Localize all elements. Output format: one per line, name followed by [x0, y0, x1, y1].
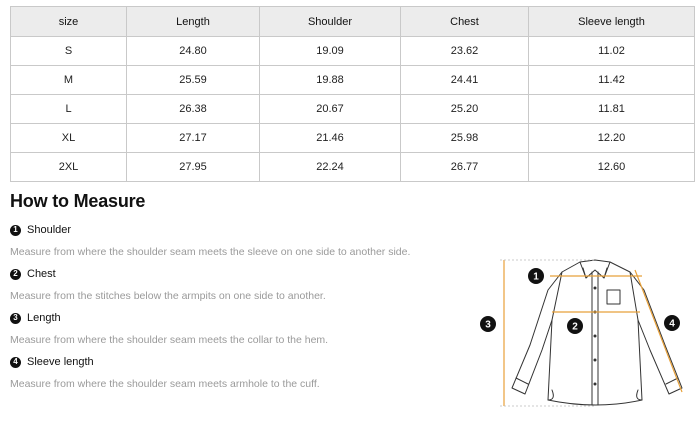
header-size: size: [11, 7, 127, 37]
size-chart-table: [10, 6, 695, 182]
table-row: [11, 37, 695, 66]
measure-item-length: [10, 310, 480, 354]
cell-sleeve-length: 12.60: [529, 153, 695, 182]
cell-chest: 25.98: [401, 124, 529, 153]
table-row: [11, 153, 695, 182]
number-badge-icon: 2: [10, 269, 21, 280]
header-chest: Chest: [401, 7, 529, 37]
table-row: [11, 95, 695, 124]
cell-size: M: [11, 66, 127, 95]
measure-label: Sleeve length: [27, 356, 94, 368]
badge-3-icon: [480, 316, 496, 332]
header-length: Length: [127, 7, 260, 37]
cell-sleeve-length: 11.42: [529, 66, 695, 95]
cell-length: 27.17: [127, 124, 260, 153]
badge-4-label: 4: [669, 318, 675, 330]
how-to-measure-section: [10, 191, 480, 398]
measure-item-chest: [10, 266, 480, 310]
badge-3-label: 3: [485, 319, 491, 331]
measure-description: Measure from where the shoulder seam meets armhole to the cuff.: [10, 378, 320, 390]
shirt-measure-diagram: [470, 250, 700, 415]
table-header-row: [11, 7, 695, 37]
cell-size: S: [11, 37, 127, 66]
cell-length: 27.95: [127, 153, 260, 182]
measure-item-shoulder: [10, 222, 480, 266]
badge-4-icon: [664, 315, 680, 331]
measure-description: Measure from where the shoulder seam meets the sleeve on one side to another side.: [10, 246, 411, 258]
badge-2-icon: [567, 318, 583, 334]
cell-size: L: [11, 95, 127, 124]
measure-label: Chest: [27, 268, 56, 280]
cell-sleeve-length: 11.81: [529, 95, 695, 124]
cell-chest: 26.77: [401, 153, 529, 182]
measure-label: Shoulder: [27, 224, 72, 236]
badge-1-label: 1: [533, 271, 539, 283]
cell-length: 26.38: [127, 95, 260, 124]
header-shoulder: Shoulder: [260, 7, 401, 37]
section-title: How to Measure: [10, 191, 146, 211]
cell-size: XL: [11, 124, 127, 153]
cell-chest: 24.41: [401, 66, 529, 95]
cell-shoulder: 22.24: [260, 153, 401, 182]
cell-sleeve-length: 11.02: [529, 37, 695, 66]
measure-item-sleeve-length: [10, 354, 480, 398]
cell-shoulder: 19.88: [260, 66, 401, 95]
measure-description: Measure from the stitches below the armpits on one side to another.: [10, 290, 326, 302]
cell-length: 25.59: [127, 66, 260, 95]
cell-length: 24.80: [127, 37, 260, 66]
measure-label: Length: [27, 312, 61, 324]
number-badge-icon: 3: [10, 313, 21, 324]
table-row: [11, 66, 695, 95]
badge-1-icon: [528, 268, 544, 284]
measure-description: Measure from where the shoulder seam meets the collar to the hem.: [10, 334, 329, 346]
number-badge-icon: 4: [10, 357, 21, 368]
cell-shoulder: 20.67: [260, 95, 401, 124]
cell-shoulder: 21.46: [260, 124, 401, 153]
badge-2-label: 2: [572, 321, 578, 333]
table-row: [11, 124, 695, 153]
cell-shoulder: 19.09: [260, 37, 401, 66]
cell-chest: 23.62: [401, 37, 529, 66]
cell-size: 2XL: [11, 153, 127, 182]
cell-chest: 25.20: [401, 95, 529, 124]
header-sleeve-length: Sleeve length: [529, 7, 695, 37]
number-badge-icon: 1: [10, 225, 21, 236]
cell-sleeve-length: 12.20: [529, 124, 695, 153]
